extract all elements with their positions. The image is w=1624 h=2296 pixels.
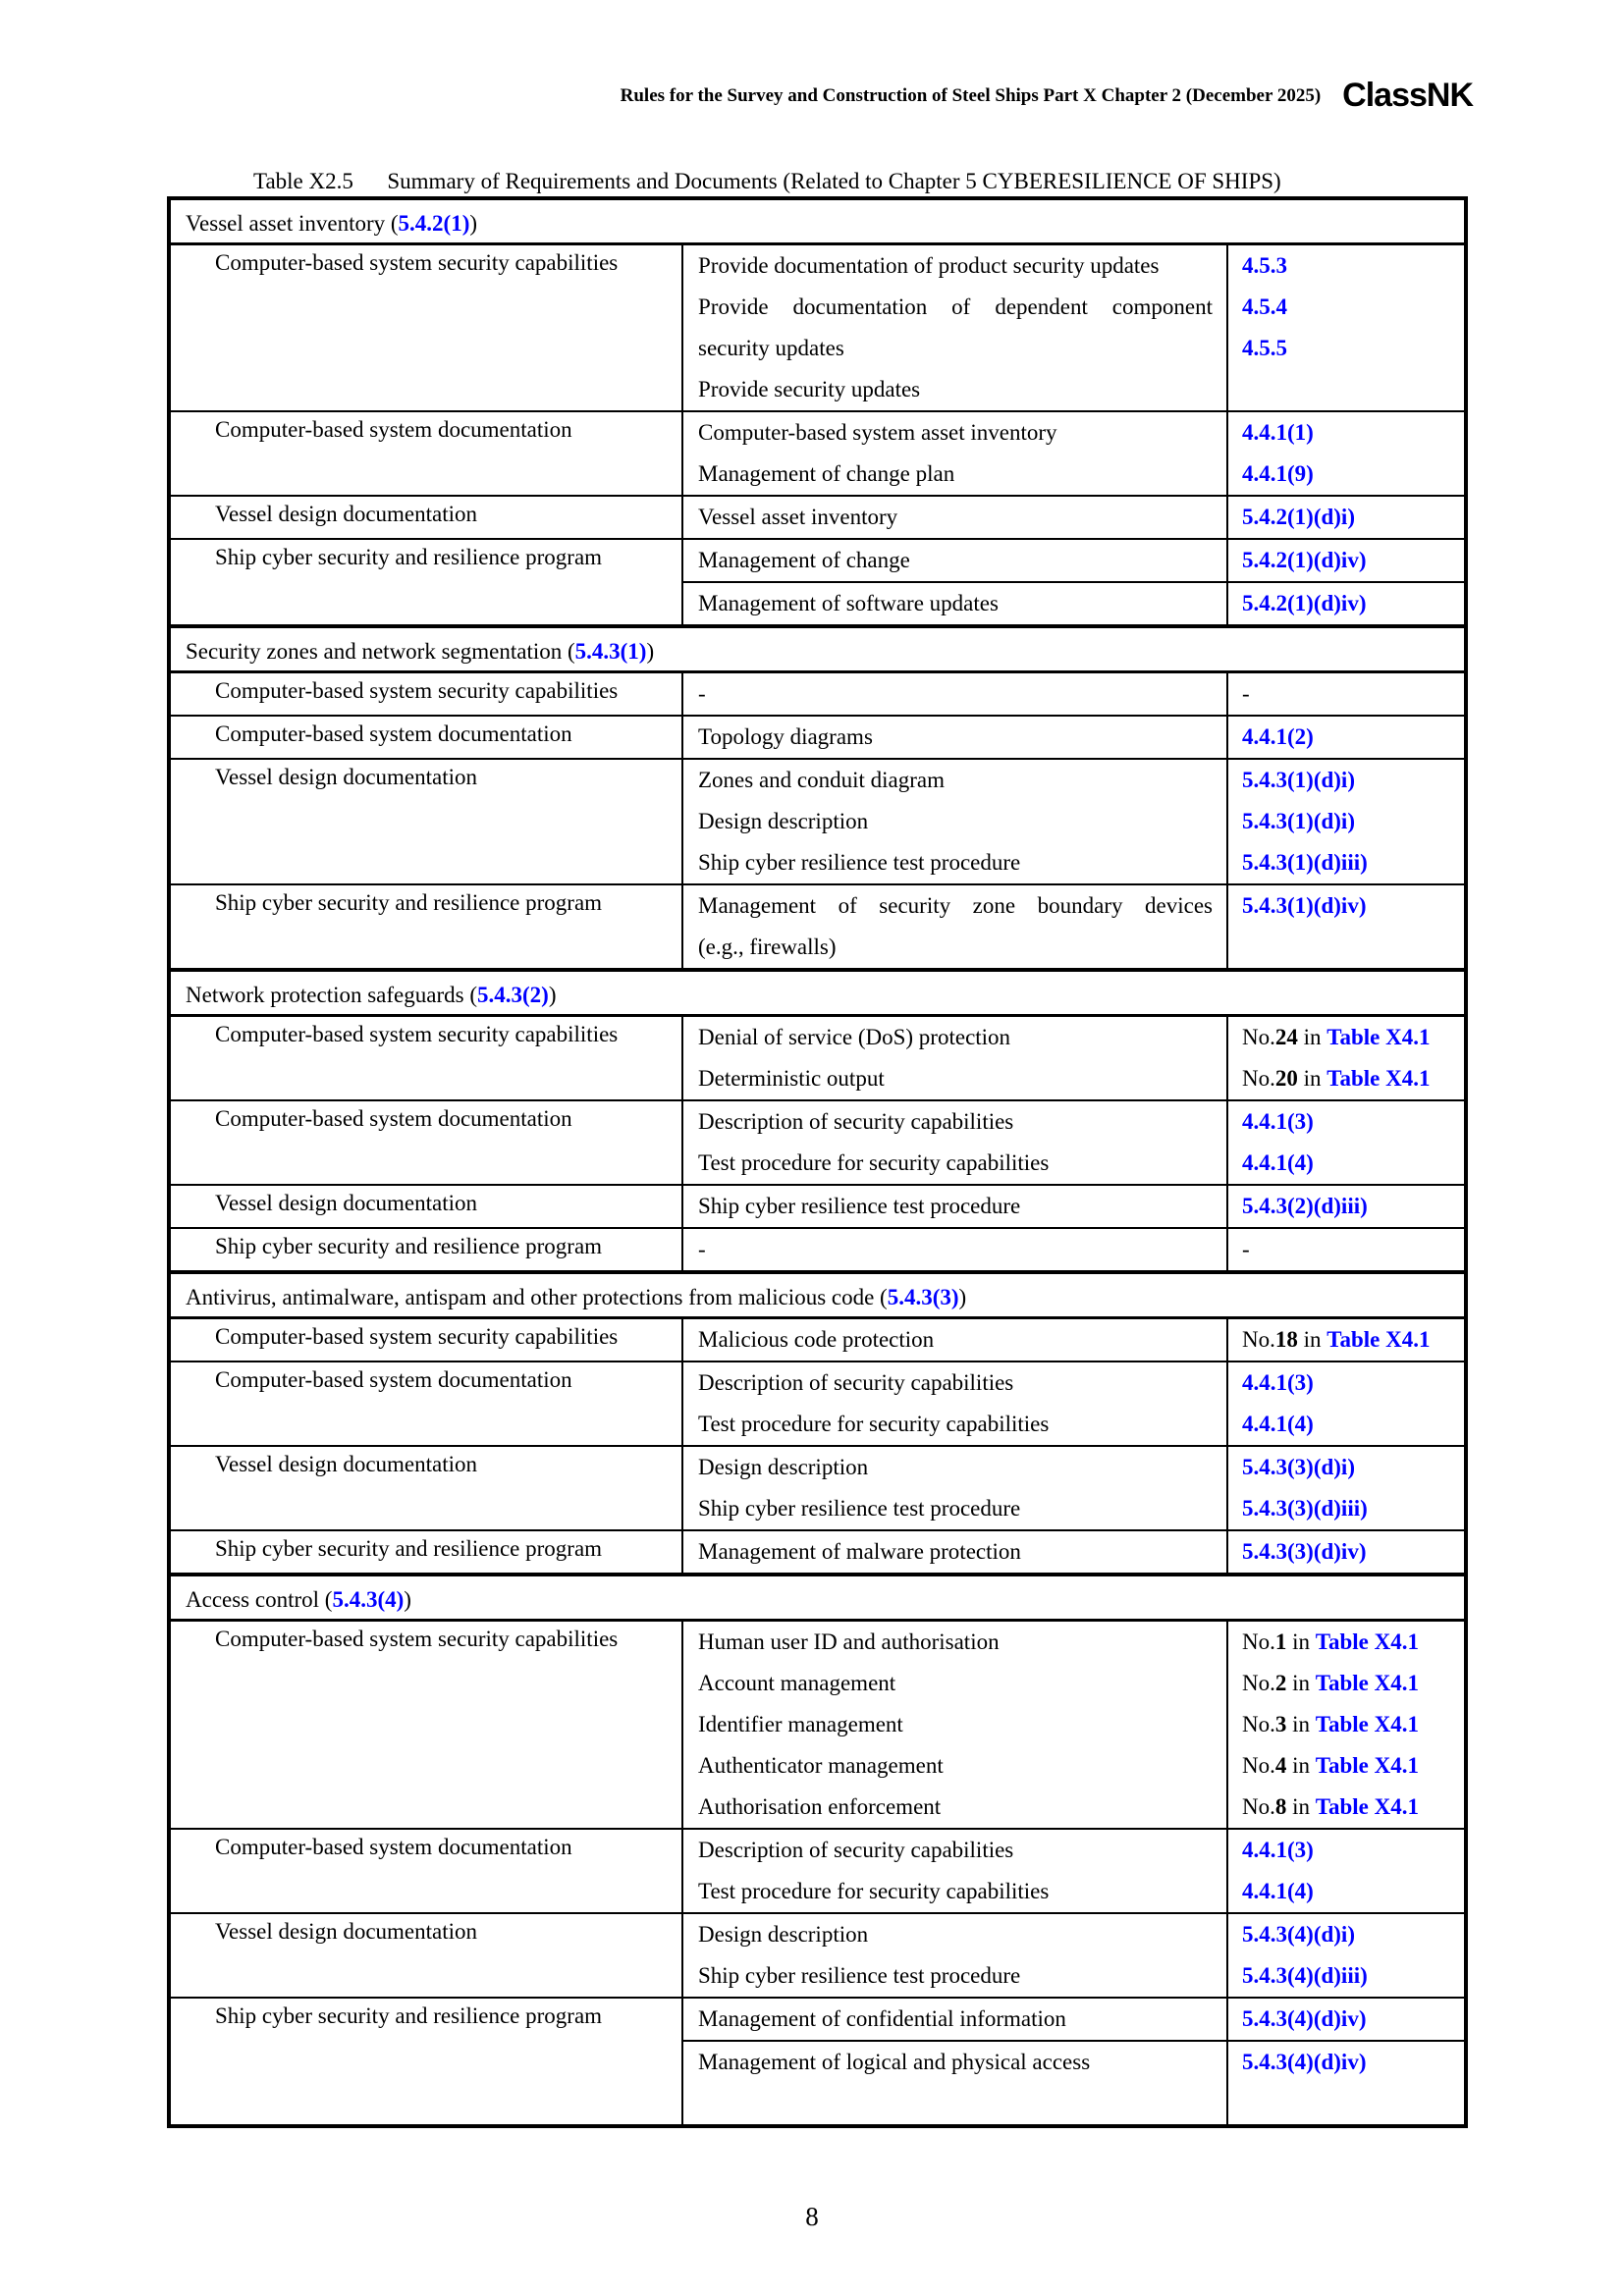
reference-connector: in (1297, 1327, 1327, 1352)
requirement-item: Provide security updates (698, 377, 921, 401)
blank-line (683, 2083, 1226, 2124)
reference-link: 5.4.2(1)(d)iv) (1242, 591, 1367, 615)
category-cell (169, 1998, 682, 2126)
reference-link: 4.4.1(4) (1242, 1412, 1314, 1436)
requirement-item: Ship cyber resilience test procedure (698, 850, 1021, 875)
section-title: Network protection safeguards ( (186, 983, 477, 1007)
reference-link: 5.4.3(3)(d)i) (1242, 1455, 1355, 1479)
reference-cell (1227, 1100, 1466, 1185)
reference-cell (1227, 1829, 1466, 1913)
reference-item (1228, 328, 1464, 369)
category-label: Vessel design documentation (215, 502, 478, 526)
reference-item (1228, 1229, 1464, 1270)
reference-item (1228, 885, 1464, 927)
category-cell (169, 1185, 682, 1228)
requirement-cell (682, 1228, 1227, 1272)
reference-number: 1 (1274, 1629, 1287, 1654)
reference-item (1228, 1830, 1464, 1871)
reference-link: 5.4.3(3)(d)iv) (1242, 1539, 1367, 1564)
reference-link: 5.4.2(1)(d)i) (1242, 505, 1355, 529)
reference-prefix: No. (1242, 1629, 1275, 1654)
reference-cell (1227, 1362, 1466, 1446)
reference-item (1228, 1488, 1464, 1529)
section-reference-link: 5.4.2(1) (398, 211, 470, 236)
reference-link: Table X4.1 (1326, 1025, 1431, 1049)
requirement-item: Management of change plan (698, 461, 955, 486)
category-cell (169, 1829, 682, 1913)
category-label: Computer-based system security capabilities (215, 1324, 619, 1349)
reference-link: 4.4.1(3) (1242, 1370, 1314, 1395)
requirement-cell (682, 884, 1227, 970)
requirements-table (167, 196, 1468, 2128)
requirement-item: Design description (698, 1455, 869, 1479)
requirement-cell (682, 411, 1227, 496)
reference-item (1228, 1999, 1464, 2040)
table-row (169, 244, 1466, 412)
section-title: Vessel asset inventory ( (186, 211, 399, 236)
reference-item (1228, 842, 1464, 883)
requirement-item: Ship cyber resilience test procedure (698, 1194, 1021, 1218)
requirement-cell (682, 1446, 1227, 1530)
reference-link: 5.4.3(4)(d)iii) (1242, 1963, 1368, 1988)
table-row (169, 1530, 1466, 1575)
reference-item (1228, 1404, 1464, 1445)
table-row (169, 411, 1466, 496)
reference-link: 5.4.2(1)(d)iv) (1242, 548, 1367, 572)
reference-item (1228, 1362, 1464, 1404)
reference-link: Table X4.1 (1315, 1753, 1419, 1778)
category-label: Computer-based system documentation (215, 417, 572, 442)
section-title: Access control ( (186, 1587, 333, 1612)
table-caption (253, 169, 1281, 194)
table-row (169, 1318, 1466, 1362)
reference-number: 18 (1274, 1327, 1298, 1352)
requirement-item: Deterministic output (698, 1066, 885, 1091)
reference-item (1228, 1914, 1464, 1955)
reference-connector: in (1286, 1753, 1316, 1778)
category-cell (169, 1446, 682, 1530)
table-row (169, 672, 1466, 717)
category-cell (169, 759, 682, 884)
section-header-row (169, 970, 1466, 1016)
reference-cell (1227, 496, 1466, 539)
section-title-cell (169, 626, 1466, 672)
requirement-item: - (698, 1237, 706, 1261)
reference-item (1228, 1143, 1464, 1184)
reference-cell (1227, 244, 1466, 412)
requirement-item: Management of change (698, 548, 910, 572)
requirement-item: Description of security capabilities (698, 1370, 1014, 1395)
category-label: Ship cyber security and resilience program (215, 890, 603, 915)
reference-connector: in (1297, 1025, 1327, 1049)
section-title-cell (169, 1575, 1466, 1621)
reference-cell (1227, 539, 1466, 582)
reference-link: Table X4.1 (1326, 1066, 1431, 1091)
table-row (169, 1185, 1466, 1228)
reference-prefix: No. (1242, 1025, 1275, 1049)
requirement-cell (682, 1530, 1227, 1575)
reference-cell (1227, 1318, 1466, 1362)
requirement-item: Test procedure for security capabilities (698, 1150, 1050, 1175)
reference-link: 4.4.1(9) (1242, 461, 1314, 486)
requirement-cell (682, 582, 1227, 626)
classnk-logo: ClassNK (1342, 77, 1473, 114)
reference-item (1228, 287, 1464, 328)
reference-cell (1227, 1228, 1466, 1272)
reference-prefix: No. (1242, 1753, 1275, 1778)
section-header-row (169, 626, 1466, 672)
category-cell (169, 1016, 682, 1101)
reference-link: 4.4.1(2) (1242, 724, 1314, 749)
requirement-item: Description of security capabilities (698, 1838, 1014, 1862)
reference-link: 5.4.3(1)(d)iii) (1242, 850, 1368, 875)
table-row (169, 1100, 1466, 1185)
requirement-cell (682, 1016, 1227, 1101)
reference-item (1228, 717, 1464, 758)
requirement-item: Description of security capabilities (698, 1109, 1014, 1134)
table-row (169, 884, 1466, 970)
category-label: Computer-based system security capabilities (215, 250, 619, 275)
requirement-item: Ship cyber resilience test procedure (698, 1496, 1021, 1521)
reference-link: 4.5.4 (1242, 294, 1287, 319)
blank-line (1228, 2083, 1464, 2124)
section-title: Security zones and network segmentation ( (186, 639, 575, 664)
category-label: Computer-based system security capabilities (215, 1627, 619, 1651)
section-title-cell (169, 198, 1466, 244)
category-cell (169, 1318, 682, 1362)
table-title: Summary of Requirements and Documents (Related to Chapter 5 CYBERESILIENCE OF SHIPS) (387, 169, 1281, 193)
category-cell (169, 884, 682, 970)
reference-item (1228, 1531, 1464, 1573)
reference-item (1228, 1017, 1464, 1058)
category-cell (169, 244, 682, 412)
requirement-item: Authenticator management (698, 1753, 944, 1778)
reference-prefix: No. (1242, 1066, 1275, 1091)
reference-item (1228, 497, 1464, 538)
reference-number: 8 (1274, 1794, 1287, 1819)
reference-number: 2 (1274, 1671, 1287, 1695)
reference-cell (1227, 672, 1466, 717)
reference-item (1228, 760, 1464, 801)
requirement-item: security updates (698, 336, 844, 360)
requirement-item: Provide documentation of dependent component (698, 294, 1213, 319)
reference-item (1228, 1955, 1464, 1997)
section-header-row (169, 1575, 1466, 1621)
table-row (169, 1913, 1466, 1998)
reference-number: 4 (1274, 1753, 1287, 1778)
reference-cell (1227, 1016, 1466, 1101)
requirement-item: Ship cyber resilience test procedure (698, 1963, 1021, 1988)
category-cell (169, 1913, 682, 1998)
table-row (169, 1829, 1466, 1913)
reference-cell (1227, 2041, 1466, 2126)
reference-item (1228, 673, 1464, 715)
reference-number: 3 (1274, 1712, 1287, 1736)
reference-number: 20 (1274, 1066, 1298, 1091)
requirement-cell (682, 2041, 1227, 2126)
reference-link: 4.4.1(4) (1242, 1879, 1314, 1903)
requirement-item: Management of security zone boundary devices (698, 893, 1213, 918)
category-cell (169, 1100, 682, 1185)
requirement-item: Zones and conduit diagram (698, 768, 946, 792)
reference-item (1228, 412, 1464, 454)
reference-connector: in (1286, 1671, 1316, 1695)
table-number: Table X2.5 (253, 169, 353, 193)
category-label: Vessel design documentation (215, 1919, 478, 1944)
reference-link: 5.4.3(4)(d)iv) (1242, 2006, 1367, 2031)
reference-link: Table X4.1 (1315, 1629, 1419, 1654)
requirement-item: Management of software updates (698, 591, 999, 615)
requirement-item: Design description (698, 809, 869, 833)
requirement-item: Design description (698, 1922, 869, 1947)
requirement-item: - (698, 681, 706, 706)
requirement-item: Vessel asset inventory (698, 505, 898, 529)
category-cell (169, 539, 682, 626)
reference-prefix: No. (1242, 1671, 1275, 1695)
section-header-row (169, 198, 1466, 244)
table-row (169, 496, 1466, 539)
reference-prefix: No. (1242, 1327, 1275, 1352)
category-cell (169, 1530, 682, 1575)
reference-item (1228, 2042, 1464, 2083)
section-title-close: ) (404, 1587, 411, 1612)
requirement-cell (682, 539, 1227, 582)
requirement-item: Topology diagrams (698, 724, 873, 749)
requirement-item: Test procedure for security capabilities (698, 1879, 1050, 1903)
requirement-item: Management of logical and physical access (698, 2050, 1091, 2074)
requirement-cell (682, 759, 1227, 884)
requirement-item: (e.g., firewalls) (698, 934, 837, 959)
requirement-cell (682, 1362, 1227, 1446)
requirement-cell (682, 1913, 1227, 1998)
reference-cell (1227, 759, 1466, 884)
reference-item (1228, 1663, 1464, 1704)
reference-connector: in (1286, 1712, 1316, 1736)
reference-link: Table X4.1 (1315, 1794, 1419, 1819)
reference-link: 5.4.3(1)(d)i) (1242, 768, 1355, 792)
category-label: Computer-based system documentation (215, 721, 572, 746)
table-row (169, 1998, 1466, 2041)
requirement-item: Provide documentation of product security updates (698, 253, 1160, 278)
category-label: Computer-based system documentation (215, 1106, 572, 1131)
requirement-cell (682, 1621, 1227, 1830)
reference-item (1228, 1058, 1464, 1099)
requirement-cell (682, 716, 1227, 759)
category-label: Ship cyber security and resilience program (215, 1536, 603, 1561)
reference-link: 4.4.1(4) (1242, 1150, 1314, 1175)
category-cell (169, 672, 682, 717)
table-row (169, 1016, 1466, 1101)
reference-text: - (1242, 681, 1250, 706)
reference-item (1228, 1186, 1464, 1227)
category-label: Vessel design documentation (215, 1452, 478, 1476)
category-label: Vessel design documentation (215, 1191, 478, 1215)
requirement-cell (682, 1829, 1227, 1913)
requirement-cell (682, 496, 1227, 539)
reference-prefix: No. (1242, 1712, 1275, 1736)
requirement-cell (682, 244, 1227, 412)
reference-link: 4.4.1(1) (1242, 420, 1314, 445)
category-label: Ship cyber security and resilience program (215, 2003, 603, 2028)
requirement-item: Management of malware protection (698, 1539, 1021, 1564)
requirement-cell (682, 672, 1227, 717)
reference-item (1228, 1101, 1464, 1143)
table-row (169, 539, 1466, 582)
reference-link: Table X4.1 (1326, 1327, 1431, 1352)
section-title-close: ) (646, 639, 655, 664)
requirement-item: Test procedure for security capabilities (698, 1412, 1050, 1436)
reference-connector: in (1297, 1066, 1327, 1091)
reference-cell (1227, 1446, 1466, 1530)
table-row (169, 1446, 1466, 1530)
requirement-item: Authorisation enforcement (698, 1794, 942, 1819)
reference-item (1228, 1319, 1464, 1361)
reference-cell (1227, 1621, 1466, 1830)
reference-item (1228, 540, 1464, 581)
requirement-item: Malicious code protection (698, 1327, 935, 1352)
reference-item (1228, 1745, 1464, 1787)
reference-item (1228, 1787, 1464, 1828)
reference-cell (1227, 716, 1466, 759)
reference-item (1228, 801, 1464, 842)
category-cell (169, 1228, 682, 1272)
requirement-cell (682, 1998, 1227, 2041)
reference-connector: in (1286, 1794, 1316, 1819)
category-cell (169, 411, 682, 496)
reference-item (1228, 1447, 1464, 1488)
page-number: 8 (805, 2202, 819, 2231)
reference-item (1228, 1622, 1464, 1663)
table-row (169, 1362, 1466, 1446)
reference-link: 4.5.3 (1242, 253, 1287, 278)
category-cell (169, 1621, 682, 1830)
category-label: Computer-based system documentation (215, 1835, 572, 1859)
table-row (169, 716, 1466, 759)
section-title-cell (169, 1272, 1466, 1318)
requirement-cell (682, 1185, 1227, 1228)
reference-item (1228, 454, 1464, 495)
requirement-cell (682, 1318, 1227, 1362)
reference-item (1228, 583, 1464, 624)
category-label: Computer-based system documentation (215, 1367, 572, 1392)
requirement-item: Management of confidential information (698, 2006, 1066, 2031)
reference-number: 24 (1274, 1025, 1298, 1049)
reference-item (1228, 245, 1464, 287)
reference-cell (1227, 411, 1466, 496)
requirement-item: Computer-based system asset inventory (698, 420, 1057, 445)
requirement-item: Denial of service (DoS) protection (698, 1025, 1011, 1049)
category-label: Ship cyber security and resilience program (215, 545, 603, 569)
reference-link: 4.5.5 (1242, 336, 1287, 360)
category-label: Computer-based system security capabilities (215, 678, 619, 703)
reference-cell (1227, 1185, 1466, 1228)
page-header (621, 77, 1473, 115)
reference-link: 4.4.1(3) (1242, 1838, 1314, 1862)
reference-item (1228, 1704, 1464, 1745)
reference-link: 5.4.3(4)(d)i) (1242, 1922, 1355, 1947)
requirement-item: Account management (698, 1671, 896, 1695)
section-title-close: ) (958, 1285, 967, 1309)
table-row (169, 1621, 1466, 1830)
reference-link: 4.4.1(3) (1242, 1109, 1314, 1134)
category-cell (169, 1362, 682, 1446)
reference-connector: in (1286, 1629, 1316, 1654)
category-label: Ship cyber security and resilience program (215, 1234, 603, 1258)
reference-link: 5.4.3(4)(d)iv) (1242, 2050, 1367, 2074)
category-label: Vessel design documentation (215, 765, 478, 789)
reference-prefix: No. (1242, 1794, 1275, 1819)
section-reference-link: 5.4.3(4) (332, 1587, 405, 1612)
section-title: Antivirus, antimalware, antispam and other protections from malicious code ( (186, 1285, 888, 1309)
section-header-row (169, 1272, 1466, 1318)
header-title: Rules for the Survey and Construction of Steel Ships Part X Chapter 2 (December 2025) (620, 84, 1322, 106)
reference-item (1228, 1871, 1464, 1912)
requirement-cell (682, 1100, 1227, 1185)
table-row (169, 1228, 1466, 1272)
section-reference-link: 5.4.3(2) (476, 983, 549, 1007)
category-cell (169, 716, 682, 759)
reference-link: 5.4.3(3)(d)iii) (1242, 1496, 1368, 1521)
section-title-close: ) (469, 211, 478, 236)
reference-cell (1227, 1998, 1466, 2041)
reference-link: 5.4.3(2)(d)iii) (1242, 1194, 1368, 1218)
reference-link: Table X4.1 (1315, 1712, 1419, 1736)
category-label: Computer-based system security capabilities (215, 1022, 619, 1046)
reference-cell (1227, 582, 1466, 626)
requirement-item: Identifier management (698, 1712, 903, 1736)
reference-link: Table X4.1 (1315, 1671, 1419, 1695)
reference-link: 5.4.3(1)(d)i) (1242, 809, 1355, 833)
table-row (169, 759, 1466, 884)
reference-cell (1227, 1913, 1466, 1998)
requirement-item: Human user ID and authorisation (698, 1629, 1000, 1654)
reference-cell (1227, 1530, 1466, 1575)
section-title-close: ) (548, 983, 557, 1007)
section-reference-link: 5.4.3(1) (574, 639, 647, 664)
section-reference-link: 5.4.3(3) (887, 1285, 959, 1309)
section-title-cell (169, 970, 1466, 1016)
category-cell (169, 496, 682, 539)
reference-cell (1227, 884, 1466, 970)
reference-text: - (1242, 1237, 1250, 1261)
reference-link: 5.4.3(1)(d)iv) (1242, 893, 1367, 918)
